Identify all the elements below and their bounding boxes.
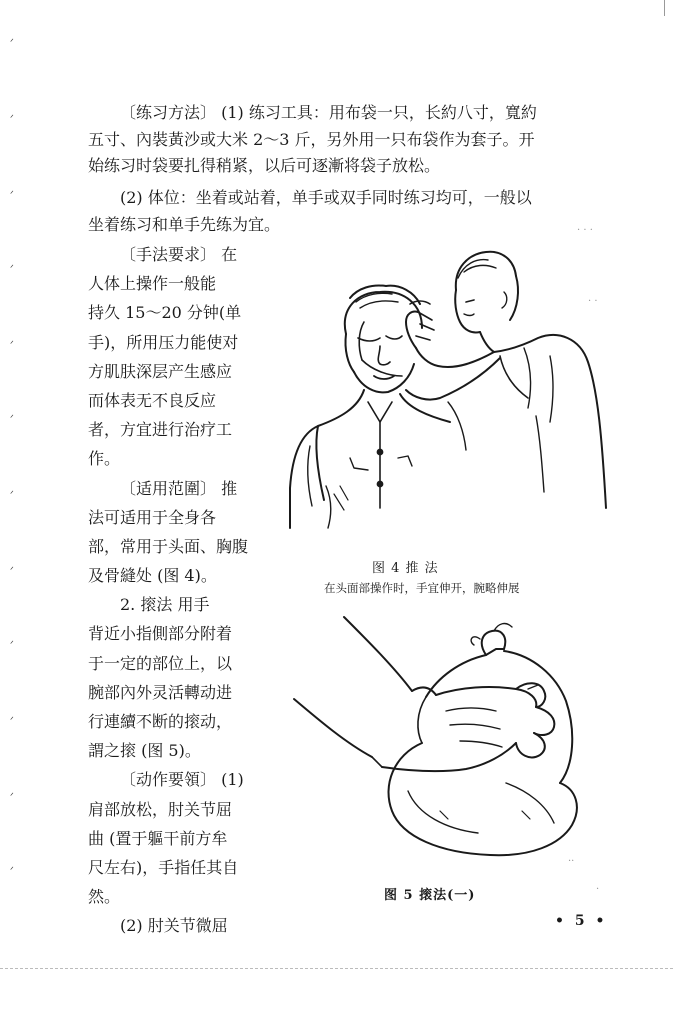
- figure-5-title: 图 5 㨰法(一): [384, 888, 476, 903]
- text-line: 2. 㨰法 用手: [120, 595, 210, 615]
- text-line: 部，常用于头面、胸腹: [88, 536, 249, 556]
- text-line: 人体上操作一般能: [88, 274, 217, 294]
- paragraph-practice-method: [88, 100, 608, 180]
- text-line: 坐着练习和单手先练为宜。: [88, 214, 281, 234]
- left-column-text: [88, 240, 248, 941]
- text-line: 〔动作要領〕 (1): [120, 770, 244, 790]
- text-line: 于一定的部位上，以: [88, 653, 233, 673]
- text-line: (2) 体位：坐着或站着，单手或双手同时练习均可，一般以: [120, 188, 532, 207]
- text-line: (2) 肘关节微屈: [120, 916, 228, 936]
- text-line: 背近小指側部分附着: [88, 624, 233, 644]
- text-line: 〔练习方法〕 (1) 练习工具：用布袋一只，长約八寸，寬約: [120, 103, 537, 122]
- scan-edge-mark: [664, 0, 665, 16]
- figure-4-caption: 在头面部操作时，手宜伸开，腕略伸展: [324, 581, 520, 595]
- text-line: 〔适用范圍〕 推: [120, 478, 238, 498]
- text-line: 方肌肤深层产生感应: [88, 361, 233, 381]
- text-line: 者，方宜进行治疗工: [88, 420, 233, 440]
- paragraph-posture: [88, 185, 608, 238]
- text-line: 尺左右)，手指任其自: [88, 857, 239, 877]
- text-line: 及骨縫处 (图 4)。: [88, 566, 217, 586]
- text-line: 行連續不断的㨰动，: [88, 712, 233, 731]
- text-line: 持久 15～20 分钟(单: [88, 303, 242, 323]
- text-line: 手)，所用压力能使对: [88, 332, 239, 352]
- scan-speck: ··: [568, 856, 575, 867]
- text-line: 曲 (置于軀干前方牟: [88, 828, 228, 848]
- scan-speck: · · ·: [577, 225, 593, 236]
- text-line: 〔手法要求〕 在: [120, 245, 238, 264]
- text-line: 五寸、內裝黃沙或大米 2～3 斤，另外用一只布袋作为套子。开: [88, 129, 535, 149]
- text-line: 肩部放松，肘关节屈: [88, 799, 233, 819]
- text-line: 然。: [88, 887, 121, 907]
- figure-4-title: 图 4 推 法: [372, 561, 439, 576]
- page-number: • 5 •: [555, 913, 608, 929]
- text-line: 謂之㨰 (图 5)。: [88, 741, 201, 761]
- text-line: 而体表无不良反应: [88, 390, 217, 410]
- book-page: ᐟ ᐟ ᐟ ᐟ ᐟ ᐟ ᐟ ᐟ ᐟ ᐟ ᐟ ᐟ 〔练习方法〕 (1) 练习工具：用布袋一只，长約八寸，寬約 五寸、內裝黃沙或大米 2～3 斤，另外用一只布袋作为套子。开 始练习时袋要扎得稍紧，以后可逐漸将袋子放松。 (2) 体位：坐着或站着，单手或双手同时练习均可，一般以 坐着练习和单手先练为宜。 〔手法要求〕 在 人体上操作一般能 持久 15～20 分钟(单 手)，所用压力能使对 方肌肤深层产生感应 而体表无不良反应 者，方宜进行治疗工 作。 〔适用范圍〕 推 法可适用于全身各 部，常用于头面、胸腹 及骨縫处 (图 4)。 2. 㨰法 用手 背近小指側部分附着 于一定的部位上，以 腕部內外灵活轉动进 行連續不断的㨰动， 謂之㨰 (图 5)。 〔动作要領〕 (1) 肩部放松，肘关节屈 曲 (置于軀干前方牟 尺左右)，手指任其自 然。 (2) 肘关节微屈 图 4 推 法 在头面部操作时，手宜伸开，腕略伸展 图 5 㨰法(一) · · · · · ·· · • 5 •: [0, 0, 673, 1024]
- figure-4-pushing-technique-illustration: [288, 238, 608, 550]
- text-line: 作。: [88, 449, 121, 469]
- text-line: 腕部內外灵活轉动进: [88, 682, 233, 702]
- scan-bottom-edge: [0, 968, 673, 969]
- figure-5-rolling-technique-illustration: [290, 615, 590, 870]
- scan-speck: · ·: [588, 296, 598, 307]
- text-line: 始练习时袋要扎得稍紧，以后可逐漸将袋子放松。: [88, 156, 441, 175]
- scan-speck: ·: [596, 884, 600, 895]
- text-line: 法可适用于全身各: [88, 507, 217, 527]
